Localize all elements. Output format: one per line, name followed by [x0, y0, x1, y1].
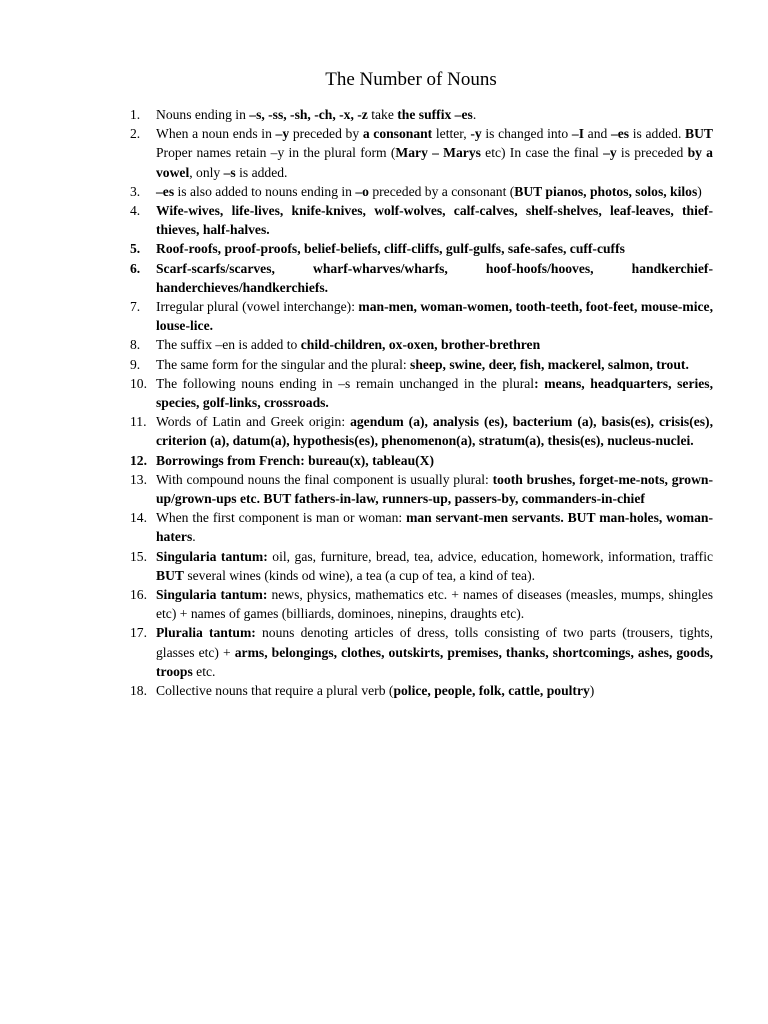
- bold-text-segment: man-men, woman-women, tooth-teeth, foot-feet, mouse-mice, louse-lice.: [156, 299, 713, 334]
- list-item-text: [156, 182, 713, 201]
- list-item: [130, 508, 713, 546]
- text-segment: is preceded: [616, 145, 688, 161]
- bold-text-segment: –es: [610, 126, 630, 142]
- list-item-number: 2.: [130, 126, 141, 142]
- list-item: [130, 297, 713, 335]
- list-item-number: 4.: [130, 203, 141, 219]
- text-segment: When the first component is man or woman:: [156, 510, 407, 526]
- list-item-text: [156, 201, 713, 239]
- bold-text-segment: Wife-wives, life-lives, knife-knives, wolf-wolves, calf-calves, shelf-shelves, leaf-leaves, thief-thieves, half-halves.: [156, 203, 713, 238]
- text-segment: etc) In case the final: [480, 145, 604, 161]
- bold-text-segment: Roof-roofs, proof-proofs, belief-beliefs, cliff-cliffs, gulf-gulfs, safe-safes, cuff-cuffs: [156, 241, 625, 257]
- text-segment: ): [697, 183, 702, 199]
- rules-list: [130, 105, 713, 700]
- bold-text-segment: : means, headquarters, series, species, golf-links, crossroads.: [156, 375, 713, 411]
- list-item-number: 7.: [130, 299, 141, 315]
- list-item-number: 14.: [130, 510, 147, 526]
- document-title: The Number of Nouns: [325, 69, 497, 90]
- list-item-text: [156, 355, 713, 374]
- list-item: [130, 182, 713, 201]
- bold-text-segment: BUT: [685, 126, 713, 142]
- list-item-text: [156, 105, 713, 124]
- list-item-text: [156, 259, 713, 297]
- text-segment: .: [192, 529, 196, 545]
- list-item: [130, 355, 713, 374]
- list-item-number: 10.: [130, 375, 147, 391]
- bold-text-segment: –y: [275, 126, 290, 142]
- text-segment: is added.: [629, 126, 686, 142]
- bold-text-segment: agendum (a), analysis (es), bacterium (a), basis(es), crisis(es), criterion (a), datum(a), hypothesis(es), phenomenon(a), stratum(a), thesis(es), nucleus-nuclei.: [156, 414, 713, 449]
- bold-text-segment: the suffix –es: [397, 107, 473, 122]
- list-item: [130, 105, 713, 124]
- list-item-number: 3.: [130, 183, 141, 199]
- list-item-number: 12.: [130, 452, 147, 468]
- list-item: [130, 259, 713, 297]
- bold-text-segment: man servant-men servants. BUT man-holes, woman-haters: [156, 510, 713, 545]
- list-item-text: [156, 297, 713, 335]
- list-item: [130, 451, 713, 470]
- list-item: [130, 239, 713, 258]
- bold-text-segment: by a vowel: [156, 145, 713, 180]
- text-segment: Irregular plural (vowel interchange):: [156, 299, 359, 315]
- bold-text-segment: –s, -ss, -sh, -ch, -x, -z: [249, 107, 368, 122]
- list-item-number: 17.: [130, 625, 147, 641]
- list-item-number: 18.: [130, 683, 147, 699]
- text-segment: take: [367, 107, 398, 122]
- list-item-number: 8.: [130, 337, 141, 353]
- bold-text-segment: –es: [156, 183, 175, 199]
- list-item: [130, 335, 713, 354]
- list-item-number: 11.: [130, 414, 147, 430]
- bold-text-segment: Mary – Marys: [395, 145, 481, 161]
- list-item: [130, 412, 713, 450]
- list-item-text: [156, 451, 713, 470]
- list-item-text: [156, 623, 713, 681]
- list-item-number: 9.: [130, 356, 141, 372]
- list-item-number: 15.: [130, 548, 147, 564]
- list-item-number: 16.: [130, 587, 147, 603]
- text-segment: With compound nouns the final component is usually plural:: [156, 471, 493, 487]
- bold-text-segment: a consonant: [362, 126, 433, 142]
- bold-text-segment: -y: [470, 126, 482, 142]
- text-segment: news, physics, mathematics etc. + names of diseases (measles, mumps, shingles etc) + names of games (billiards, dominoes, ninepins, draughts etc).: [156, 587, 714, 622]
- bold-text-segment: –s: [223, 164, 236, 180]
- list-item-number: 1.: [130, 107, 141, 122]
- text-segment: Words of Latin and Greek origin:: [156, 414, 351, 430]
- bold-text-segment: arms, belongings, clothes, outskirts, premises, thanks, shortcomings, ashes, goods, troops: [156, 644, 714, 679]
- list-item-text: [156, 508, 713, 546]
- bold-text-segment: police, people, folk, cattle, poultry: [393, 683, 590, 699]
- text-segment: is added.: [235, 164, 288, 180]
- list-item-text: [156, 374, 713, 412]
- text-segment: several wines (kinds od wine), a tea (a cup of tea, a kind of tea).: [183, 567, 535, 583]
- text-segment: The same form for the singular and the plural:: [156, 356, 411, 372]
- list-item: [130, 124, 713, 182]
- text-segment: .: [472, 107, 477, 122]
- text-segment: The following nouns ending in –s remain unchanged in the plural: [156, 375, 535, 391]
- bold-text-segment: child-children, ox-oxen, brother-brethren: [300, 337, 541, 353]
- bold-text-segment: –I: [571, 126, 584, 142]
- list-item: [130, 681, 713, 700]
- list-item-text: [156, 470, 713, 508]
- list-item-text: [156, 681, 713, 700]
- list-item: [130, 585, 713, 623]
- text-segment: ): [589, 683, 595, 699]
- list-item-number: 13.: [130, 471, 147, 487]
- text-segment: oil, gas, furniture, bread, tea, advice, education, homework, information, traffic: [267, 548, 714, 564]
- bold-text-segment: –o: [355, 183, 369, 199]
- text-segment: preceded by: [289, 126, 363, 142]
- list-item: [130, 201, 713, 239]
- text-segment: Nouns ending in: [156, 107, 250, 122]
- text-segment: Proper names retain –y in the plural form (: [156, 145, 396, 161]
- bold-text-segment: BUT: [156, 567, 184, 583]
- list-item: [130, 547, 713, 585]
- text-segment: , only: [189, 164, 224, 180]
- text-segment: nouns denoting articles of dress, tolls consisting of two parts (trousers, tights, glasses etc) +: [156, 625, 713, 660]
- text-segment: preceded by a consonant (: [368, 183, 515, 199]
- text-segment: The suffix –en is added to: [156, 337, 301, 353]
- list-item-text: [156, 547, 713, 585]
- list-item-text: [156, 412, 713, 450]
- bold-text-segment: sheep, swine, deer, fish, mackerel, salmon, trout.: [410, 356, 689, 372]
- bold-text-segment: BUT pianos, photos, solos, kilos: [514, 183, 698, 199]
- bold-text-segment: Singularia tantum:: [156, 548, 268, 564]
- list-item-number: 5.: [130, 241, 141, 257]
- bold-text-segment: Pluralia tantum:: [156, 625, 256, 641]
- text-segment: and: [583, 126, 611, 142]
- text-segment: etc.: [192, 663, 216, 679]
- list-item: [130, 470, 713, 508]
- text-segment: is also added to nouns ending in: [174, 183, 356, 199]
- list-item: [130, 623, 713, 681]
- bold-text-segment: tooth brushes, forget-me-nots, grown-up/grown-ups etc. BUT fathers-in-law, runners-up, passers-by, commanders-in-chief: [156, 471, 713, 507]
- text-segment: letter,: [432, 126, 471, 142]
- bold-text-segment: Borrowings from French: bureau(x), tableau(X): [156, 452, 435, 468]
- text-segment: Collective nouns that require a plural verb (: [156, 683, 394, 699]
- list-item-text: [156, 124, 713, 182]
- bold-text-segment: Scarf-scarfs/scarves, wharf-wharves/wharfs, hoof-hoofs/hooves, handkerchief-handerchieves/handkerchiefs.: [156, 260, 713, 295]
- bold-text-segment: –y: [603, 145, 617, 161]
- list-item-number: 6.: [130, 260, 141, 276]
- bold-text-segment: Singularia tantum:: [156, 587, 268, 603]
- list-item-text: [156, 585, 713, 623]
- list-item-text: [156, 239, 713, 258]
- text-segment: When a noun ends in: [156, 126, 276, 142]
- list-item-text: [156, 335, 713, 354]
- list-item: [130, 374, 713, 412]
- text-segment: is changed into: [481, 126, 572, 142]
